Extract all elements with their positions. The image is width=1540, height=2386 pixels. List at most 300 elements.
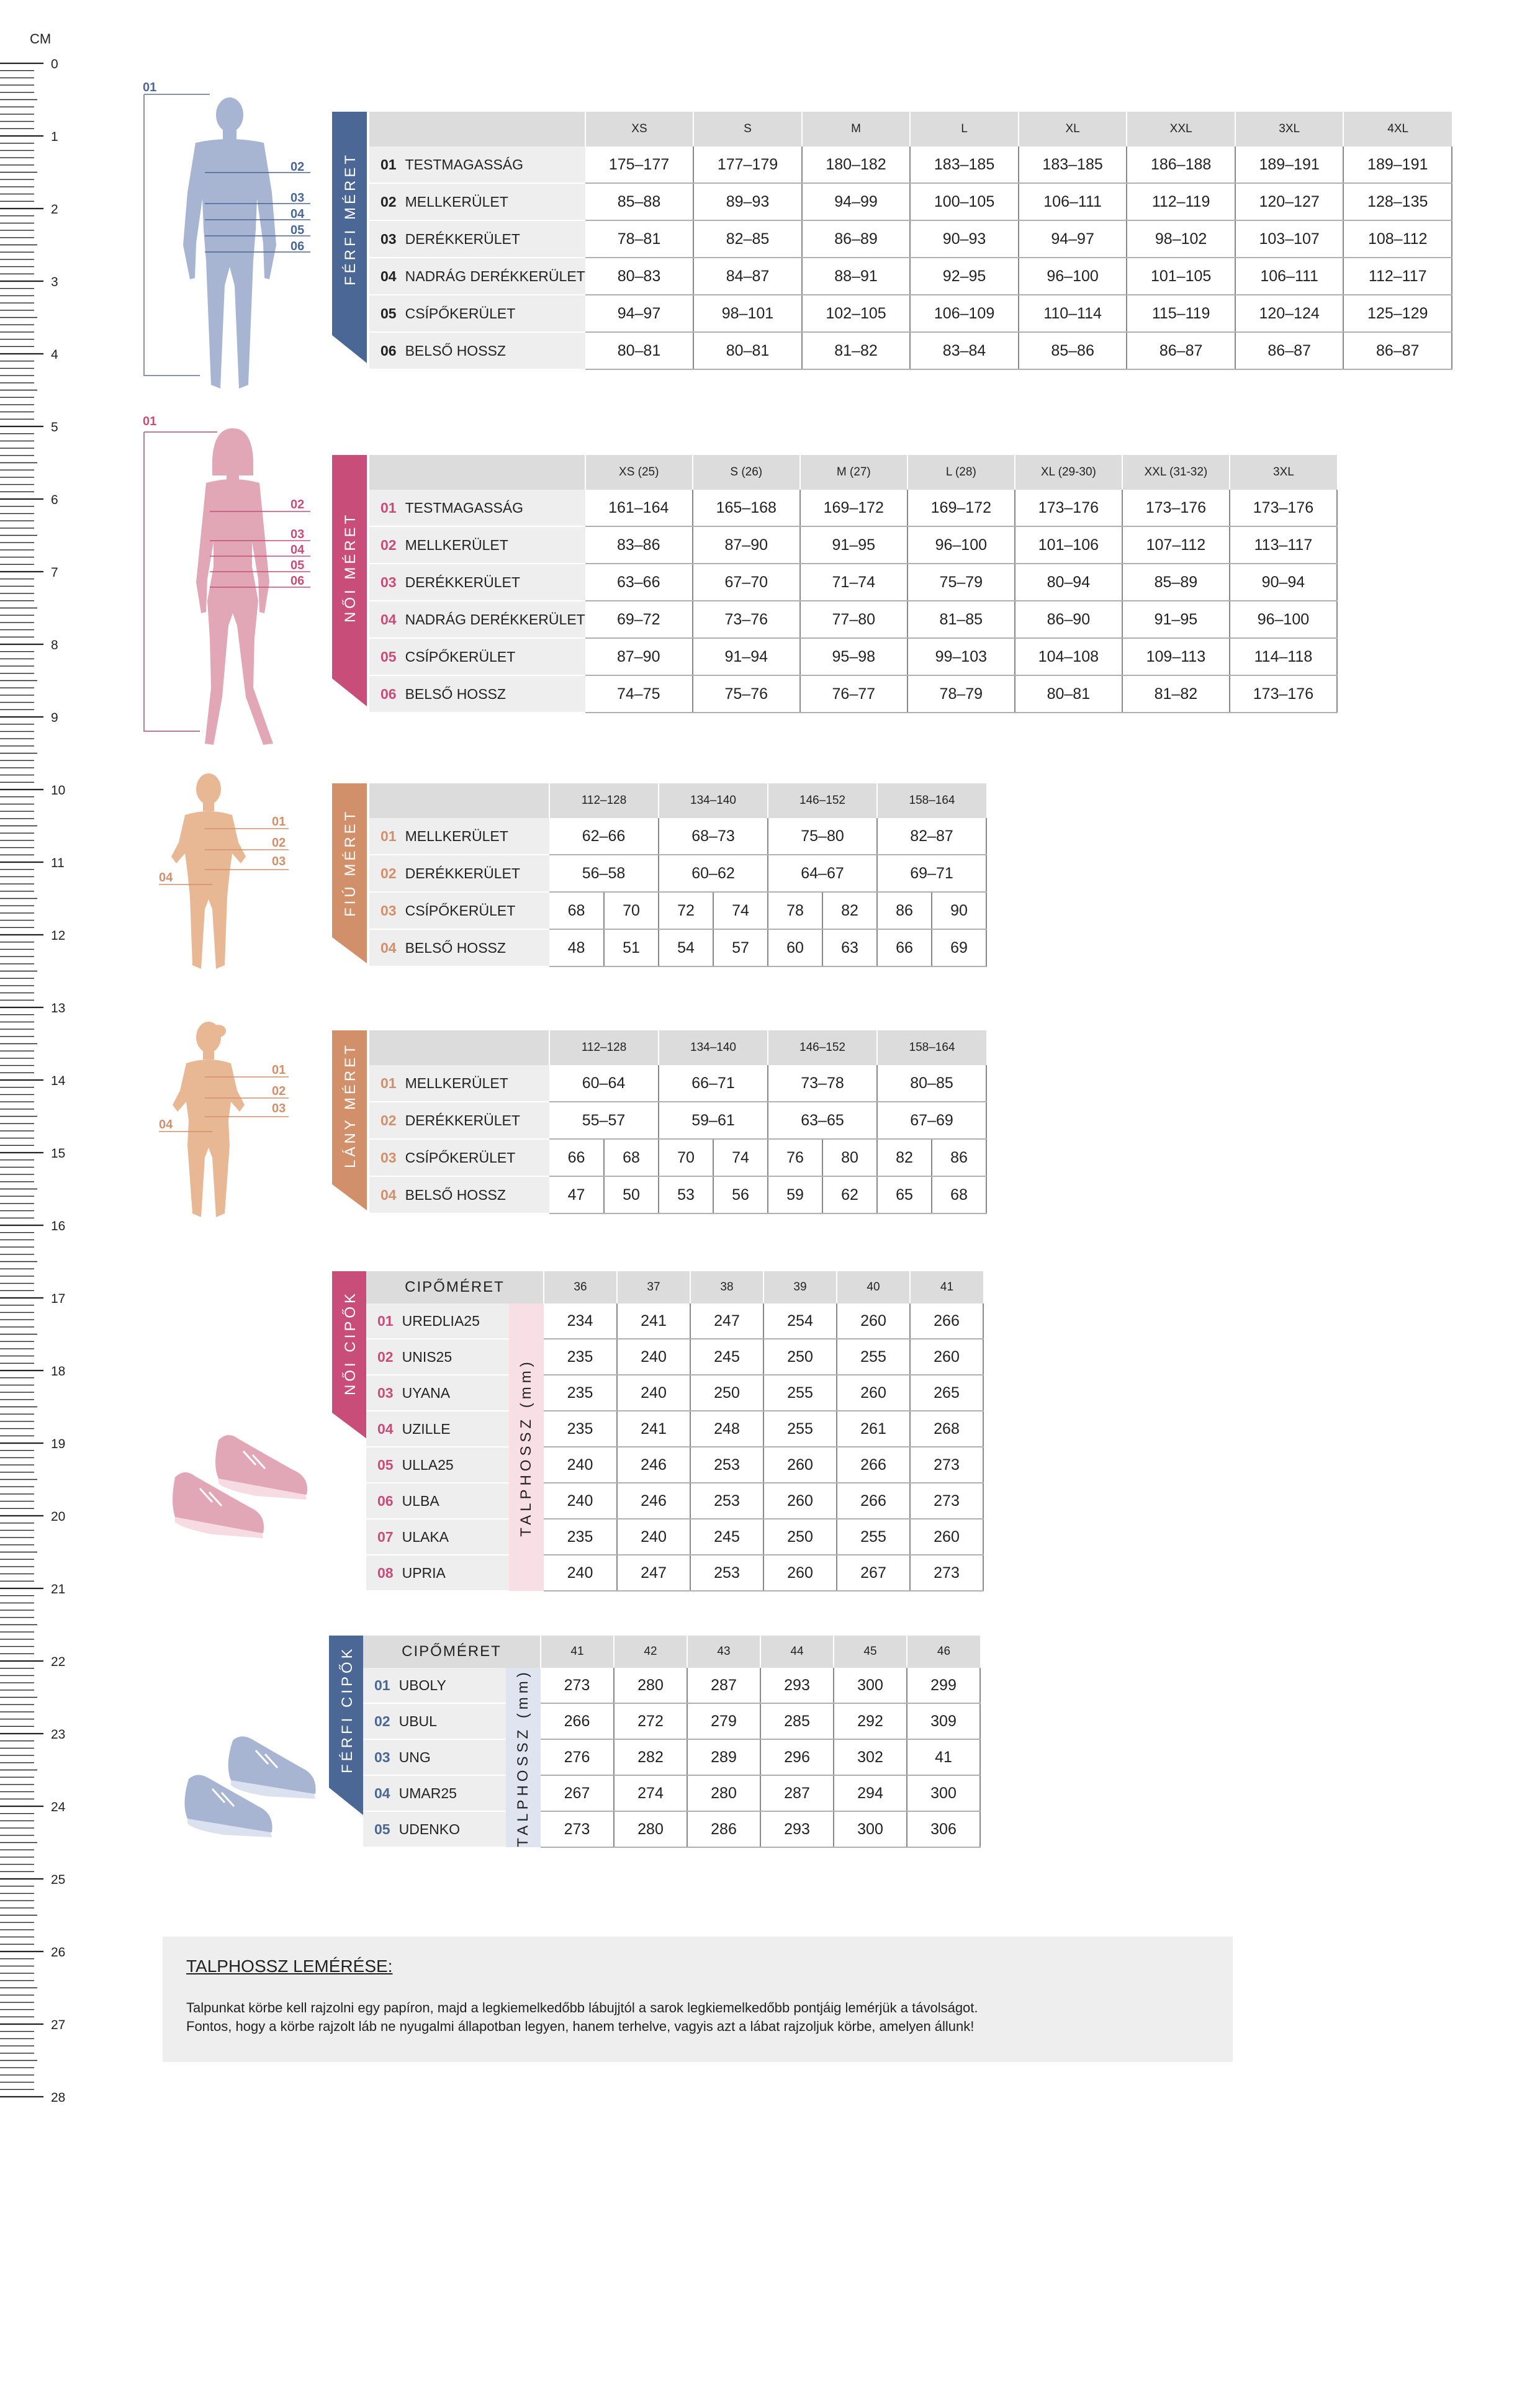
- shoe-value-cell: 255: [763, 1411, 837, 1447]
- value-cell: 189–191: [1343, 146, 1452, 183]
- row-number: 01: [380, 499, 397, 516]
- row-label: [369, 892, 549, 929]
- shoe-row: [366, 1519, 983, 1555]
- value-cell: 165–168: [693, 490, 800, 526]
- value-cell: 85–88: [585, 183, 694, 220]
- girl-figure-label-04: 04: [159, 1118, 173, 1132]
- shoe-value-cell: 41: [907, 1739, 980, 1775]
- value-cell: 56–58: [549, 855, 659, 892]
- boy-figure: [155, 767, 304, 978]
- boy-figure-label-02: 02: [272, 836, 286, 850]
- ruler-label: 22: [51, 1655, 66, 1669]
- male-silhouette-icon: [137, 81, 323, 397]
- shoe-value-cell: 235: [544, 1411, 617, 1447]
- shoe-size: 40: [837, 1271, 910, 1303]
- measure-row: [369, 220, 1452, 258]
- ruler-unit: CM: [30, 31, 52, 47]
- value-cell: 186–188: [1127, 146, 1235, 183]
- row-name: BELSŐ HOSSZ: [405, 939, 506, 956]
- shoe-value-cell: 274: [614, 1775, 687, 1811]
- shoe-value-cell: 250: [690, 1375, 763, 1411]
- row-number: 02: [377, 1348, 394, 1365]
- row-name: MELLKERÜLET: [405, 536, 508, 553]
- row-label: [369, 638, 585, 675]
- row-label: [369, 526, 585, 564]
- shoe-value-cell: 235: [544, 1519, 617, 1555]
- row-number: 02: [380, 865, 397, 881]
- talphossz-label: TALPHOSSZ (mm): [518, 1357, 534, 1537]
- row-label: [369, 929, 549, 966]
- shoe-model-name: UBUL: [399, 1713, 437, 1729]
- shoe-value-cell: 300: [907, 1775, 980, 1811]
- boy-table-title: FIÚ MÉRET: [342, 808, 359, 917]
- girl-table-title: LÁNY MÉRET: [342, 1042, 359, 1168]
- row-name: NADRÁG DERÉKKERÜLET: [405, 611, 585, 628]
- size-header: XXL: [1127, 112, 1235, 146]
- ruler-label: 13: [51, 1001, 66, 1015]
- row-number: 03: [380, 574, 397, 590]
- note-title: TALPHOSSZ LEMÉRÉSE:: [186, 1956, 393, 1976]
- row-name: CSÍPŐKERÜLET: [405, 305, 516, 322]
- header-row: [369, 783, 986, 818]
- women-shoes-table: [332, 1271, 990, 1600]
- shoe-model-label: [366, 1375, 509, 1411]
- value-cell: 59–61: [659, 1102, 768, 1139]
- ruler-label: 26: [51, 1945, 66, 1960]
- talphossz-label: TALPHOSSZ (mm): [515, 1668, 531, 1847]
- value-cell: 66: [877, 929, 932, 966]
- shoe-value-cell: 302: [834, 1739, 907, 1775]
- shoe-value-cell: 266: [837, 1447, 910, 1483]
- row-label: [369, 220, 585, 258]
- value-cell: 106–111: [1235, 258, 1344, 295]
- value-cell: 173–176: [1230, 675, 1337, 713]
- ruler-label: 9: [51, 711, 58, 725]
- value-cell: 189–191: [1235, 146, 1344, 183]
- women-figure-label-06: 06: [290, 574, 305, 588]
- row-number: 01: [380, 156, 397, 173]
- men-figure-label-05: 05: [290, 223, 305, 237]
- header-corner: [369, 1030, 549, 1065]
- shoe-value-cell: 280: [614, 1668, 687, 1703]
- shoe-value-cell: 260: [910, 1519, 983, 1555]
- value-cell: 86–89: [802, 220, 911, 258]
- header-row: [369, 1030, 986, 1065]
- value-cell: 90–94: [1230, 564, 1337, 601]
- value-cell: 74: [713, 892, 768, 929]
- value-cell: 108–112: [1343, 220, 1452, 258]
- note-line-2: Fontos, hogy a körbe rajzolt láb ne nyugalmi állapotban legyen, hanem terhelve, vagyis azt a lábat rajzoljuk körbe, amelyen állunk!: [186, 2019, 975, 2034]
- value-cell: 80–81: [585, 332, 694, 369]
- value-cell: 86–87: [1127, 332, 1235, 369]
- value-cell: 161–164: [585, 490, 693, 526]
- shoe-value-cell: 280: [614, 1811, 687, 1847]
- shoe-model-name: ULBA: [402, 1492, 439, 1509]
- shoe-size: 45: [834, 1636, 907, 1668]
- value-cell: 109–113: [1122, 638, 1230, 675]
- shoe-value-cell: 273: [910, 1555, 983, 1591]
- measure-row: [369, 183, 1452, 220]
- row-name: DERÉKKERÜLET: [405, 1112, 520, 1128]
- row-name: MELLKERÜLET: [405, 193, 508, 210]
- size-header: L: [910, 112, 1019, 146]
- measure-row: [369, 258, 1452, 295]
- shoe-value-cell: 286: [687, 1811, 760, 1847]
- measure-row: [369, 490, 1337, 526]
- shoe-size: 44: [760, 1636, 834, 1668]
- value-cell: 85–86: [1019, 332, 1127, 369]
- row-label: [369, 146, 585, 183]
- header-corner: [369, 455, 585, 490]
- row-label: [369, 183, 585, 220]
- value-cell: 54: [659, 929, 713, 966]
- shoe-size-header-label: CIPŐMÉRET: [363, 1636, 541, 1668]
- value-cell: 59: [768, 1176, 822, 1213]
- shoe-model-label: [363, 1739, 506, 1775]
- ruler-label: 28: [51, 2091, 66, 2105]
- value-cell: 60: [768, 929, 822, 966]
- women-figure-label-03: 03: [290, 528, 305, 541]
- value-cell: 120–124: [1235, 295, 1344, 332]
- shoe-model-label: [366, 1339, 509, 1375]
- value-cell: 173–176: [1015, 490, 1122, 526]
- value-cell: 55–57: [549, 1102, 659, 1139]
- girl-silhouette-icon: [155, 1015, 304, 1226]
- row-number: 04: [377, 1420, 394, 1437]
- row-number: 01: [377, 1312, 394, 1329]
- shoe-value-cell: 250: [763, 1339, 837, 1375]
- shoe-value-cell: 300: [834, 1811, 907, 1847]
- size-header: XL (29-30): [1015, 455, 1122, 490]
- boy-table-grid: [369, 783, 987, 967]
- womens-shoe-figure: [169, 1428, 318, 1558]
- value-cell: 67–69: [877, 1102, 986, 1139]
- size-table: [369, 455, 1338, 713]
- value-cell: 80–81: [693, 332, 802, 369]
- value-cell: 102–105: [802, 295, 911, 332]
- measure-row: [369, 295, 1452, 332]
- measure-row: [369, 675, 1337, 713]
- row-number: 07: [377, 1528, 394, 1545]
- row-number: 04: [380, 1186, 397, 1203]
- shoe-model-name: UBOLY: [399, 1677, 446, 1693]
- shoe-model-label: [366, 1555, 509, 1591]
- boy-figure-label-03: 03: [272, 855, 286, 868]
- measure-row: [369, 1176, 986, 1213]
- row-name: DERÉKKERÜLET: [405, 230, 520, 247]
- value-cell: 112–117: [1343, 258, 1452, 295]
- shoe-value-cell: 241: [617, 1303, 690, 1339]
- shoe-value-cell: 273: [910, 1447, 983, 1483]
- row-name: CSÍPŐKERÜLET: [405, 648, 516, 665]
- value-cell: 63–66: [585, 564, 693, 601]
- value-cell: 76–77: [800, 675, 907, 713]
- ruler-label: 27: [51, 2018, 66, 2032]
- row-number: 02: [374, 1713, 390, 1729]
- row-name: MELLKERÜLET: [405, 1074, 508, 1091]
- boy-table-side-label: [332, 783, 369, 963]
- size-header: 158–164: [877, 783, 986, 818]
- row-number: 02: [380, 1112, 397, 1128]
- mens-shoe-figure: [180, 1732, 329, 1856]
- row-label: [369, 1176, 549, 1213]
- row-name: TESTMAGASSÁG: [405, 156, 524, 173]
- value-cell: 60–64: [549, 1065, 659, 1102]
- size-header: 158–164: [877, 1030, 986, 1065]
- row-label: [369, 675, 585, 713]
- row-label: [369, 258, 585, 295]
- note-text: [186, 1999, 1217, 2036]
- shoe-model-name: UPRIA: [402, 1564, 446, 1581]
- value-cell: 68: [604, 1139, 659, 1176]
- shoe-value-cell: 240: [617, 1519, 690, 1555]
- girl-figure: [155, 1015, 304, 1226]
- shoe-size: 36: [544, 1271, 617, 1303]
- ruler-label: 8: [51, 638, 58, 652]
- size-table: [369, 1030, 987, 1214]
- value-cell: 112–119: [1127, 183, 1235, 220]
- value-cell: 173–176: [1122, 490, 1230, 526]
- size-header: 3XL: [1235, 112, 1344, 146]
- row-number: 06: [380, 342, 397, 359]
- shoe-row: [366, 1555, 983, 1591]
- shoe-row: [363, 1811, 980, 1847]
- shoe-value-cell: 266: [910, 1303, 983, 1339]
- value-cell: 90: [932, 892, 986, 929]
- shoe-size: 38: [690, 1271, 763, 1303]
- row-number: 01: [380, 1074, 397, 1091]
- value-cell: 106–109: [910, 295, 1019, 332]
- shoe-value-cell: 273: [541, 1811, 614, 1847]
- value-cell: 110–114: [1019, 295, 1127, 332]
- value-cell: 60–62: [659, 855, 768, 892]
- value-cell: 68: [932, 1176, 986, 1213]
- header-row: [369, 112, 1452, 146]
- size-header: XS (25): [585, 455, 693, 490]
- shoe-model-label: [363, 1668, 506, 1703]
- shoe-model-name: ULLA25: [402, 1456, 454, 1473]
- measure-row: [369, 601, 1337, 638]
- value-cell: 95–98: [800, 638, 907, 675]
- ruler-label: 1: [51, 130, 58, 144]
- women-figure-label-top: 01: [143, 415, 157, 428]
- ruler-label: 19: [51, 1437, 66, 1451]
- shoe-value-cell: 273: [541, 1668, 614, 1703]
- row-number: 03: [380, 1149, 397, 1166]
- size-header: L (28): [907, 455, 1015, 490]
- row-number: 03: [380, 902, 397, 919]
- ruler-label: 17: [51, 1292, 66, 1306]
- measure-row: [369, 892, 986, 929]
- shoe-value-cell: 282: [614, 1739, 687, 1775]
- row-label: [369, 1102, 549, 1139]
- note-line-1: Talpunkat körbe kell rajzolni egy papíron, majd a legkiemelkedőbb lábujjtól a sarok legkiemelkedőbb pontjáig lemérjük a távolságot.: [186, 2000, 978, 2015]
- row-number: 06: [380, 685, 397, 702]
- shoe-value-cell: 299: [907, 1668, 980, 1703]
- shoe-value-cell: 266: [541, 1703, 614, 1739]
- value-cell: 78: [768, 892, 822, 929]
- boy-silhouette-icon: [155, 767, 304, 978]
- value-cell: 77–80: [800, 601, 907, 638]
- women-figure-label-04: 04: [290, 543, 305, 557]
- shoe-model-label: [366, 1303, 509, 1339]
- value-cell: 120–127: [1235, 183, 1344, 220]
- size-header: 112–128: [549, 1030, 659, 1065]
- ruler-label: 5: [51, 420, 58, 434]
- ruler-scale: [0, 0, 87, 2383]
- value-cell: 73–78: [768, 1065, 877, 1102]
- men-table-grid: [369, 112, 1452, 370]
- shoe-size: 41: [541, 1636, 614, 1668]
- shoe-row: [363, 1703, 980, 1739]
- value-cell: 69–71: [877, 855, 986, 892]
- women-size-table: [332, 455, 1338, 709]
- size-header: XXL (31-32): [1122, 455, 1230, 490]
- shoe-model-label: [363, 1775, 506, 1811]
- row-number: 03: [380, 230, 397, 247]
- value-cell: 84–87: [693, 258, 802, 295]
- men-figure-label-04: 04: [290, 207, 305, 221]
- shoe-model-name: UREDLIA25: [402, 1312, 480, 1329]
- size-header: 134–140: [659, 783, 768, 818]
- value-cell: 90–93: [910, 220, 1019, 258]
- value-cell: 81–85: [907, 601, 1015, 638]
- value-cell: 51: [604, 929, 659, 966]
- shoe-value-cell: 240: [544, 1483, 617, 1519]
- shoe-size: 43: [687, 1636, 760, 1668]
- ruler-label: 14: [51, 1074, 66, 1088]
- value-cell: 86: [877, 892, 932, 929]
- value-cell: 76: [768, 1139, 822, 1176]
- shoe-value-cell: 240: [544, 1447, 617, 1483]
- value-cell: 96–100: [1230, 601, 1337, 638]
- value-cell: 78–79: [907, 675, 1015, 713]
- value-cell: 104–108: [1015, 638, 1122, 675]
- shoe-value-cell: 240: [544, 1555, 617, 1591]
- shoe-model-label: [366, 1519, 509, 1555]
- row-label: [369, 818, 549, 855]
- value-cell: 173–176: [1230, 490, 1337, 526]
- value-cell: 87–90: [585, 638, 693, 675]
- row-number: 01: [380, 827, 397, 844]
- value-cell: 86–87: [1343, 332, 1452, 369]
- women-figure-label-02: 02: [290, 498, 305, 511]
- shoe-size: 46: [907, 1636, 980, 1668]
- shoe-value-cell: 293: [760, 1668, 834, 1703]
- value-cell: 80–83: [585, 258, 694, 295]
- shoe-model-name: UZILLE: [402, 1420, 451, 1437]
- row-label: [369, 490, 585, 526]
- shoe-value-cell: 253: [690, 1555, 763, 1591]
- row-label: [369, 332, 585, 369]
- size-header: 146–152: [768, 783, 877, 818]
- mens-shoe-icon: [180, 1732, 329, 1856]
- ruler-label: 2: [51, 202, 58, 217]
- value-cell: 94–97: [585, 295, 694, 332]
- women-figure-label-05: 05: [290, 559, 305, 572]
- men-figure-label-top: 01: [143, 81, 157, 94]
- value-cell: 82: [877, 1139, 932, 1176]
- shoe-size: 37: [617, 1271, 690, 1303]
- shoe-value-cell: 255: [763, 1375, 837, 1411]
- value-cell: 81–82: [802, 332, 911, 369]
- shoe-value-cell: 254: [763, 1303, 837, 1339]
- ruler-label: 6: [51, 493, 58, 507]
- shoe-value-cell: 245: [690, 1339, 763, 1375]
- size-header: 112–128: [549, 783, 659, 818]
- shoe-value-cell: 289: [687, 1739, 760, 1775]
- ruler-label: 4: [51, 348, 58, 362]
- shoe-value-cell: 255: [837, 1339, 910, 1375]
- women-table-side-label: [332, 455, 369, 706]
- row-name: CSÍPŐKERÜLET: [405, 902, 516, 919]
- ruler-label: 11: [51, 856, 65, 870]
- row-number: 05: [374, 1821, 390, 1837]
- size-header: S: [693, 112, 802, 146]
- value-cell: 96–100: [1019, 258, 1127, 295]
- boy-figure-label-01: 01: [272, 815, 286, 829]
- ruler-label: 16: [51, 1219, 66, 1233]
- men-figure-label-06: 06: [290, 240, 305, 253]
- value-cell: 62: [822, 1176, 877, 1213]
- cm-ruler: [0, 0, 87, 2383]
- shoe-value-cell: 266: [837, 1483, 910, 1519]
- measure-row: [369, 638, 1337, 675]
- women-shoes-title: NŐI CIPŐK: [342, 1290, 359, 1395]
- shoe-value-cell: 253: [690, 1483, 763, 1519]
- row-name: DERÉKKERÜLET: [405, 865, 520, 881]
- value-cell: 80–81: [1015, 675, 1122, 713]
- men-size-table: [332, 112, 1452, 366]
- shoe-value-cell: 240: [617, 1339, 690, 1375]
- row-number: 08: [377, 1564, 394, 1581]
- value-cell: 63: [822, 929, 877, 966]
- ruler-label: 0: [51, 57, 58, 71]
- value-cell: 87–90: [693, 526, 800, 564]
- ruler-label: 10: [51, 783, 66, 798]
- value-cell: 113–117: [1230, 526, 1337, 564]
- row-name: BELSŐ HOSSZ: [405, 685, 506, 702]
- header-corner: [369, 112, 585, 146]
- shoe-row: [366, 1303, 983, 1339]
- value-cell: 74: [713, 1139, 768, 1176]
- value-cell: 68: [549, 892, 604, 929]
- value-cell: 128–135: [1343, 183, 1452, 220]
- value-cell: 82–87: [877, 818, 986, 855]
- shoe-row: [366, 1375, 983, 1411]
- girl-size-table: [332, 1030, 990, 1210]
- girl-figure-label-03: 03: [272, 1102, 286, 1115]
- shoe-value-cell: 287: [687, 1668, 760, 1703]
- header-row: [366, 1271, 983, 1303]
- foot-measurement-note: [163, 1937, 1233, 2062]
- value-cell: 177–179: [693, 146, 802, 183]
- shoe-value-cell: 268: [910, 1411, 983, 1447]
- girl-figure-label-02: 02: [272, 1084, 286, 1098]
- value-cell: 175–177: [585, 146, 694, 183]
- value-cell: 80–94: [1015, 564, 1122, 601]
- shoe-value-cell: 245: [690, 1519, 763, 1555]
- value-cell: 86–90: [1015, 601, 1122, 638]
- shoe-row: [366, 1411, 983, 1447]
- value-cell: 75–80: [768, 818, 877, 855]
- value-cell: 86–87: [1235, 332, 1344, 369]
- shoe-model-name: UDENKO: [399, 1821, 460, 1837]
- measure-row: [369, 332, 1452, 369]
- value-cell: 82–85: [693, 220, 802, 258]
- size-header: S (26): [693, 455, 800, 490]
- shoe-value-cell: 235: [544, 1339, 617, 1375]
